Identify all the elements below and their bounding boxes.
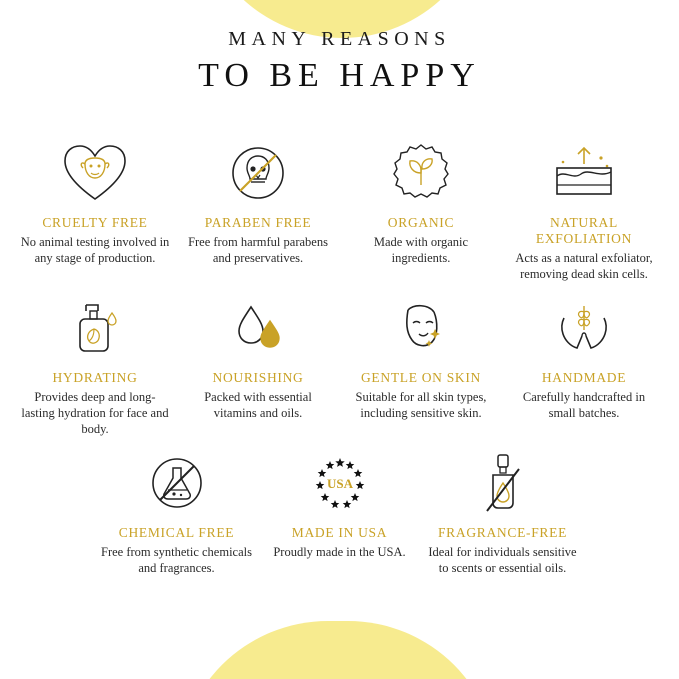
- benefit-cruelty-free: [14, 137, 177, 266]
- handmade-hands-wheat-icon: [507, 292, 662, 364]
- benefit-paraben-free: [177, 137, 340, 266]
- gentle-on-skin-face-icon: [344, 292, 499, 364]
- benefit-title: ORGANIC: [387, 215, 455, 230]
- benefit-title: NOURISHING: [212, 370, 304, 385]
- benefit-natural-exfoliation: [503, 137, 666, 282]
- benefit-title: PARABEN FREE: [204, 215, 312, 230]
- benefit-hydrating: [14, 292, 177, 437]
- benefit-made-in-usa: [258, 447, 421, 560]
- page-title: TO BE HAPPY: [198, 57, 481, 94]
- hydrating-pump-bottle-icon: [18, 292, 173, 364]
- benefit-title: MADE IN USA: [291, 525, 388, 540]
- benefit-description: No animal testing involved in any stage of production.: [20, 235, 170, 265]
- page-header: [0, 0, 679, 95]
- benefit-title: GENTLE ON SKIN: [360, 370, 482, 385]
- benefit-description: Suitable for all skin types, including sensitive skin.: [355, 390, 487, 420]
- eyebrow-text: MANY REASONS: [228, 28, 451, 50]
- benefit-description: Carefully handcrafted in small batches.: [522, 390, 646, 420]
- benefits-grid: [0, 137, 679, 576]
- benefit-title: FRAGRANCE-FREE: [437, 525, 568, 540]
- benefit-description: Free from harmful parabens and preservatives.: [188, 235, 328, 265]
- benefit-description: Free from synthetic chemicals and fragrances.: [101, 545, 252, 575]
- benefit-description: Made with organic ingredients.: [373, 235, 469, 265]
- paraben-free-skull-icon: [181, 137, 336, 209]
- benefits-row: [12, 292, 667, 437]
- benefit-organic: [340, 137, 503, 266]
- benefit-description: Ideal for individuals sensitive to scents or essential oils.: [428, 545, 577, 575]
- cruelty-free-heart-cow-icon: [18, 137, 173, 209]
- benefit-title: CHEMICAL FREE: [118, 525, 235, 540]
- benefit-title: HYDRATING: [52, 370, 138, 385]
- benefit-chemical-free: [95, 447, 258, 576]
- benefit-title: NATURAL EXFOLIATION: [535, 215, 633, 246]
- svg-text:USA: USA: [326, 476, 353, 491]
- benefit-description: Provides deep and long-lasting hydration for face and body.: [21, 390, 169, 436]
- benefit-title: CRUELTY FREE: [42, 215, 148, 230]
- organic-leaf-badge-icon: [344, 137, 499, 209]
- benefit-handmade: [503, 292, 666, 421]
- benefit-gentle-on-skin: [340, 292, 503, 421]
- natural-exfoliation-skin-layers-icon: [507, 137, 662, 209]
- benefit-description: Packed with essential vitamins and oils.: [204, 390, 312, 420]
- decorative-blob-bottom: [178, 621, 498, 679]
- benefits-row: [12, 137, 667, 282]
- made-in-usa-stars-badge-icon: [262, 447, 417, 519]
- benefit-description: Proudly made in the USA.: [273, 545, 406, 559]
- benefits-row: [12, 447, 667, 576]
- benefit-fragrance-free: [421, 447, 584, 576]
- fragrance-free-dropper-bottle-icon: [425, 447, 580, 519]
- benefit-nourishing: [177, 292, 340, 421]
- benefit-description: Acts as a natural exfoliator, removing dead skin cells.: [515, 251, 653, 281]
- nourishing-droplets-icon: [181, 292, 336, 364]
- benefit-title: HANDMADE: [541, 370, 627, 385]
- chemical-free-flask-crossed-icon: [99, 447, 254, 519]
